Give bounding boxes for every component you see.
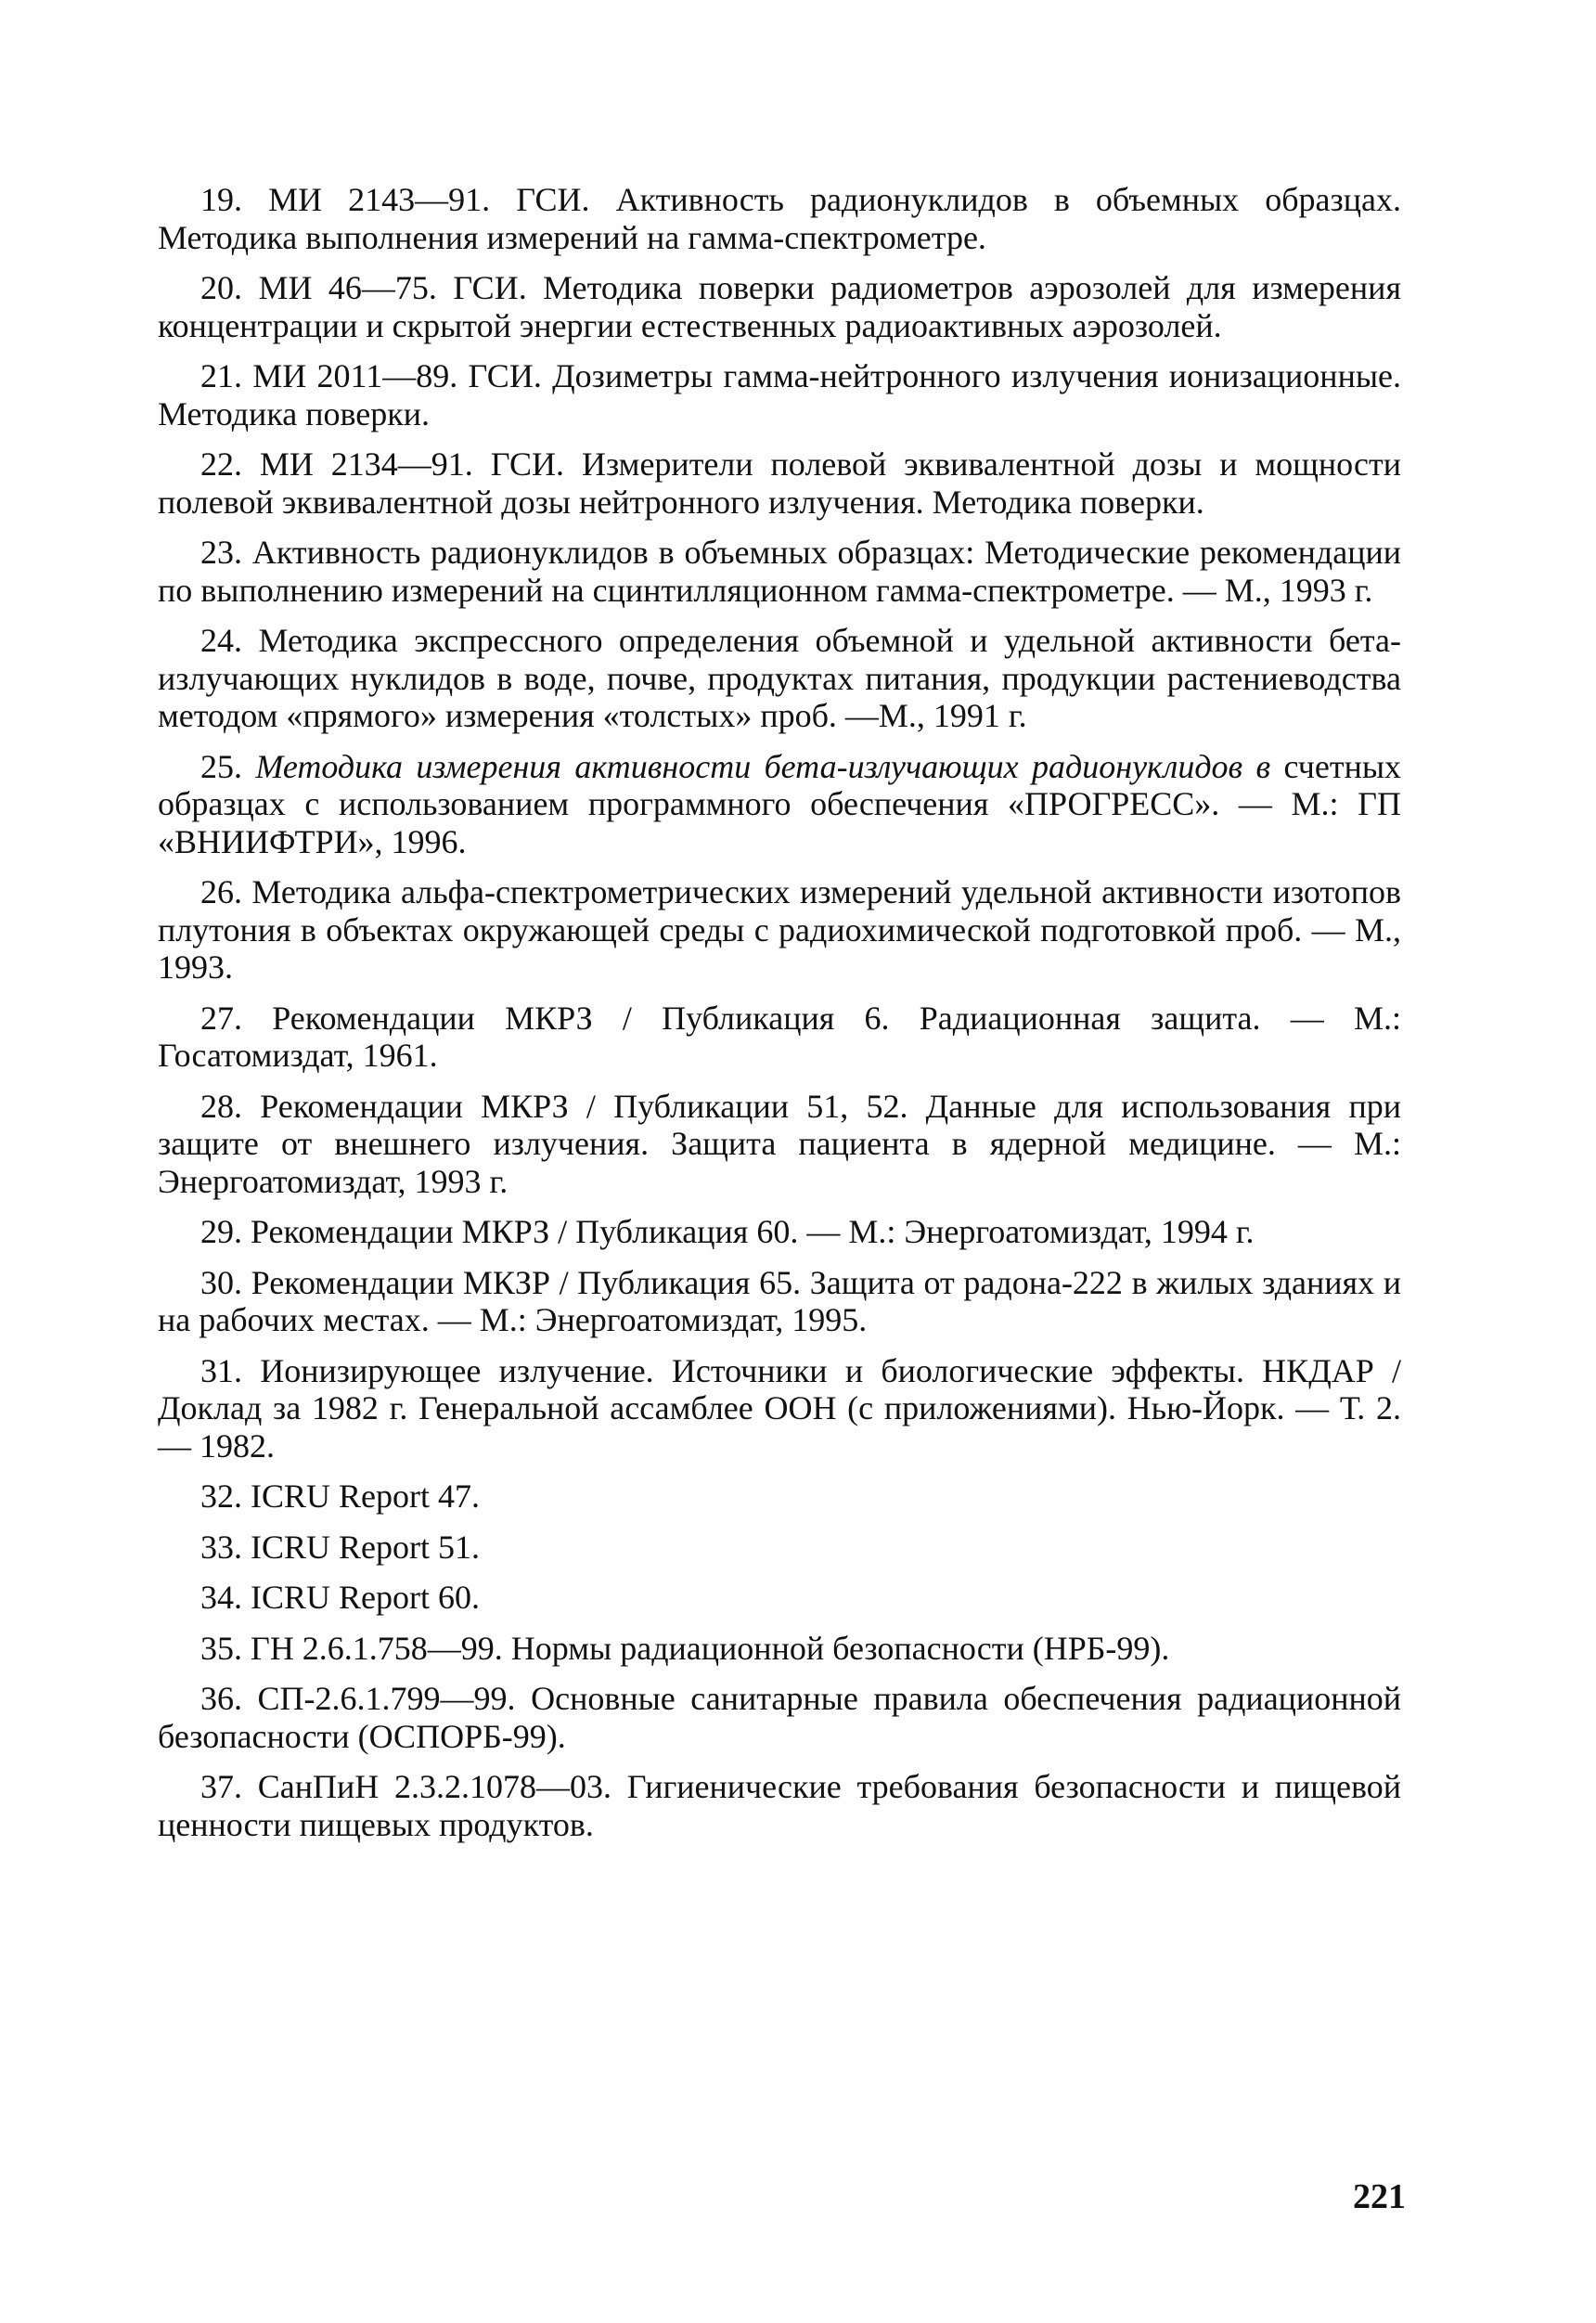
reference-text: ГН 2.6.1.758—99. Нормы радиационной безопасности (НРБ-99). (251, 1629, 1170, 1667)
reference-item (158, 357, 1401, 432)
reference-italic-title: Методика измерения активности бета-излучающих радионуклидов в (255, 747, 1271, 785)
reference-text: МИ 2143—91. ГСИ. Активность радионуклидов в объемных образцах. Методика выполнения измерений на гамма-спектрометре. (158, 181, 1401, 256)
reference-item (158, 534, 1401, 609)
reference-number: 24. (200, 622, 242, 659)
reference-text: МИ 2011—89. ГСИ. Дозиметры гамма-нейтронного излучения ионизационные. Методика поверки. (158, 357, 1401, 432)
reference-text: СП-2.6.1.799—99. Основные санитарные правила обеспечения радиационной безопасности (ОСПОРБ-99). (158, 1680, 1401, 1755)
reference-text: Методика альфа-спектрометрических измерений удельной активности изотопов плутония в объектах окружающей среды с радиохимической подготовкой проб. — М., 1993. (158, 873, 1401, 986)
reference-item (158, 181, 1401, 256)
reference-item (158, 1630, 1401, 1668)
reference-text: Ионизирующее излучение. Источники и биологические эффекты. НКДАР / Доклад за 1982 г. Генеральной ассамблее ООН (с приложениями). Нью-Йорк. — Т. 2. — 1982. (158, 1351, 1402, 1465)
reference-number: 30. (200, 1263, 242, 1301)
reference-item (158, 445, 1401, 521)
reference-item (158, 1579, 1401, 1617)
reference-text: Рекомендации МКРЗ / Публикации 51, 52. Данные для использования при защите от внешнего излучения. Защита пациента в ядерной медицине. — М.: Энергоатомиздат, 1993 г. (158, 1087, 1401, 1200)
reference-number: 32. (200, 1478, 242, 1515)
reference-text: счетных образцах с использованием программного обеспечения «ПРОГРЕСС». — М.: ГП «ВНИИФТРИ», 1996. (158, 747, 1402, 860)
reference-number: 31. (200, 1351, 242, 1389)
reference-item (158, 1000, 1401, 1075)
reference-number: 21. (200, 357, 242, 394)
reference-number: 34. (200, 1579, 242, 1616)
reference-number: 28. (200, 1087, 242, 1125)
reference-item (158, 1529, 1401, 1567)
reference-text: МИ 2134—91. ГСИ. Измерители полевой эквивалентной дозы и мощности полевой эквивалентной дозы нейтронного излучения. Методика поверки. (158, 445, 1401, 521)
reference-item (158, 1768, 1401, 1843)
reference-number: 26. (200, 873, 242, 910)
reference-item (158, 1264, 1401, 1339)
reference-item (158, 748, 1401, 861)
reference-text: Рекомендации МКРЗ / Публикация 60. — М.: Энергоатомиздат, 1994 г. (251, 1213, 1255, 1250)
reference-item (158, 622, 1401, 735)
reference-item (158, 269, 1401, 344)
reference-item (158, 1213, 1401, 1251)
reference-text: ICRU Report 47. (251, 1478, 480, 1515)
reference-number: 29. (200, 1213, 242, 1250)
reference-text: Активность радионуклидов в объемных образцах: Методические рекомендации по выполнению измерений на сцинтилляционном гамма-спектрометре. — М., 1993 г. (158, 534, 1401, 609)
reference-item (158, 1088, 1401, 1201)
reference-list (158, 181, 1401, 1856)
reference-text: СанПиН 2.3.2.1078—03. Гигиенические требования безопасности и пищевой ценности пищевых продуктов. (158, 1768, 1401, 1843)
reference-number: 27. (200, 999, 242, 1037)
reference-number: 36. (200, 1680, 242, 1717)
reference-number: 20. (200, 269, 242, 306)
reference-item (158, 873, 1401, 987)
reference-item (158, 1352, 1401, 1465)
reference-text: МИ 46—75. ГСИ. Методика поверки радиометров аэрозолей для измерения концентрации и скрытой энергии естественных радиоактивных аэрозолей. (158, 269, 1402, 344)
reference-text: ICRU Report 51. (251, 1528, 480, 1566)
reference-text: Рекомендации МКРЗ / Публикация 6. Радиационная защита. — М.: Госатомиздат, 1961. (158, 999, 1402, 1074)
reference-item (158, 1680, 1401, 1755)
reference-number: 23. (200, 534, 242, 571)
page-number: 221 (1353, 2177, 1406, 2216)
reference-number: 35. (200, 1629, 242, 1667)
reference-number: 33. (200, 1528, 242, 1566)
reference-text: Методика экспрессного определения объемной и удельной активности бета-излучающих нуклидов в воде, почве, продуктах питания, продукции растениеводства методом «прямого» измерения «толстых» проб. —М., 1991 г. (158, 622, 1402, 734)
reference-number: 37. (200, 1768, 242, 1805)
reference-text: Рекомендации МКЗР / Публикация 65. Защита от радона-222 в жилых зданиях и на рабочих местах. — М.: Энергоатомиздат, 1995. (158, 1263, 1401, 1338)
reference-number: 25. (200, 747, 242, 785)
reference-item (158, 1478, 1401, 1516)
reference-number: 19. (200, 181, 242, 218)
reference-text: ICRU Report 60. (251, 1579, 480, 1616)
reference-number: 22. (200, 445, 242, 483)
